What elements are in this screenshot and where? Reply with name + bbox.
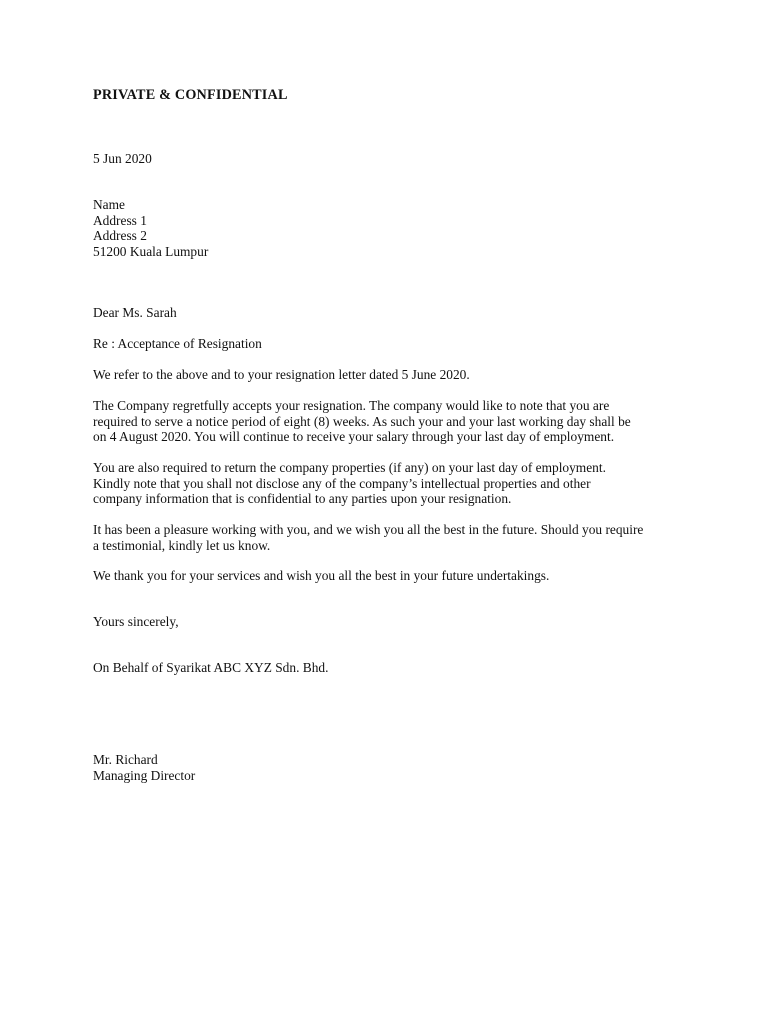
signer-block <box>93 752 693 783</box>
paragraph-line: a testimonial, kindly let us know. <box>93 537 271 553</box>
paragraph-4 <box>93 522 693 553</box>
recipient-city: 51200 Kuala Lumpur <box>93 243 209 259</box>
paragraph-1 <box>93 367 693 383</box>
on-behalf-line: On Behalf of Syarikat ABC XYZ Sdn. Bhd. <box>93 660 329 675</box>
paragraph-line: It has been a pleasure working with you, and we wish you all the best in the future. Should you require <box>93 522 644 537</box>
paragraph-line: company information that is confidential to any parties upon your resignation. <box>93 491 512 506</box>
paragraph-line: We refer to the above and to your resignation letter dated 5 June 2020. <box>93 367 470 382</box>
paragraph-5 <box>93 568 693 584</box>
recipient-address-line-1: Address 1 <box>93 212 147 228</box>
paragraph-line: required to serve a notice period of eight (8) weeks. As such your and your last working day shall be <box>93 413 631 429</box>
paragraph-2 <box>93 398 693 445</box>
salutation: Dear Ms. Sarah <box>93 305 177 320</box>
paragraph-3 <box>93 460 693 507</box>
signer-title: Managing Director <box>93 767 196 783</box>
paragraph-line: We thank you for your services and wish you all the best in your future undertakings. <box>93 568 550 583</box>
signer-name: Mr. Richard <box>93 752 158 767</box>
recipient-address-line-2: Address 2 <box>93 228 147 243</box>
paragraph-line: Kindly note that you shall not disclose any of the company’s intellectual properties and other <box>93 475 591 491</box>
subject-line: Re : Acceptance of Resignation <box>93 336 262 351</box>
paragraph-line: The Company regretfully accepts your resignation. The company would like to note that you are <box>93 398 610 413</box>
letter-date: 5 Jun 2020 <box>93 151 152 166</box>
closing: Yours sincerely, <box>93 614 179 629</box>
paragraph-line: You are also required to return the company properties (if any) on your last day of employment. <box>93 460 606 475</box>
paragraph-line: on 4 August 2020. You will continue to receive your salary through your last day of employment. <box>93 429 615 444</box>
recipient-address <box>93 197 693 259</box>
recipient-name: Name <box>93 197 125 212</box>
confidential-heading: PRIVATE & CONFIDENTIAL <box>93 87 288 103</box>
